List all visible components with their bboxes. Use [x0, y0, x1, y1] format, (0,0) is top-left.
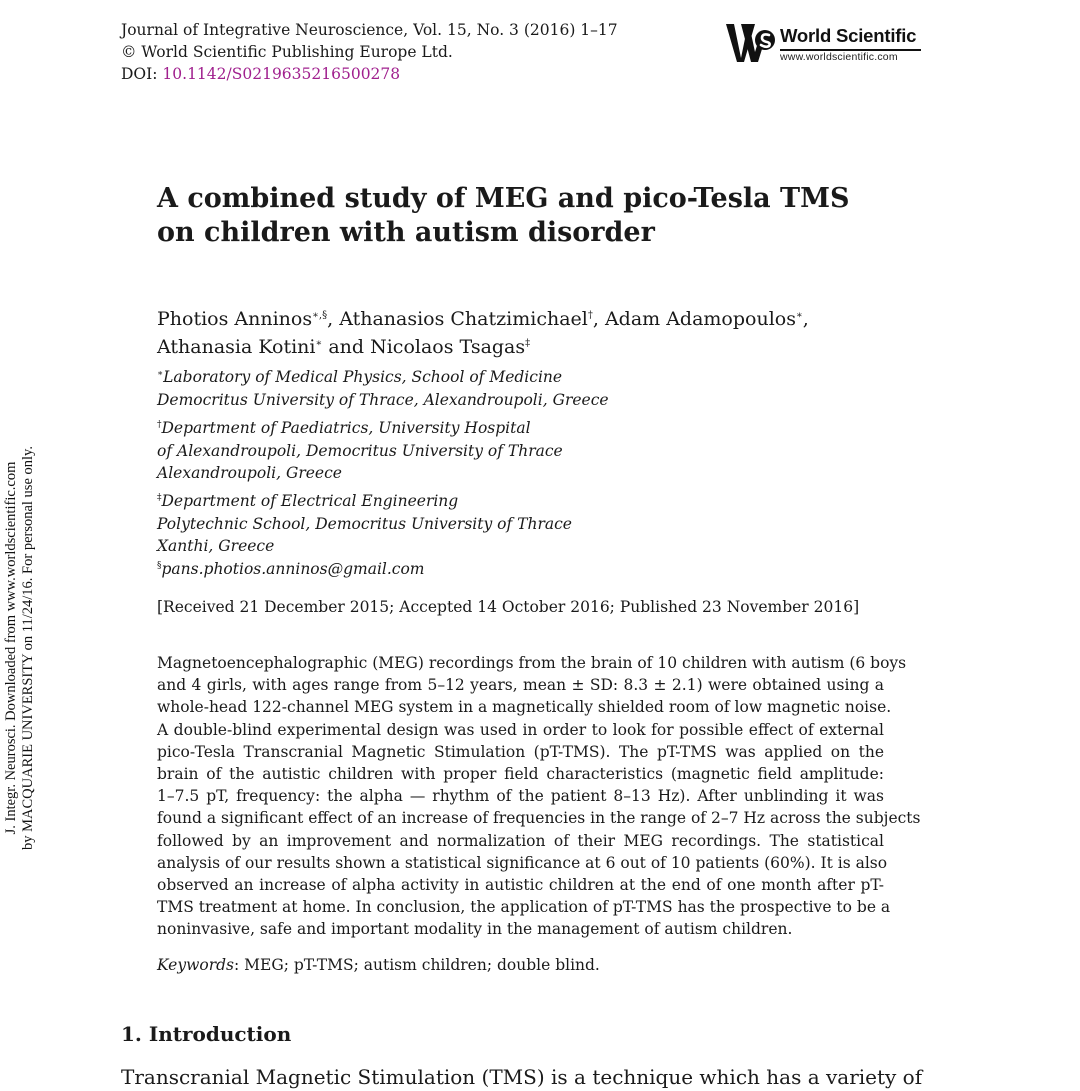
abstract-line: noninvasive, safe and important modality in the management of autism children. [157, 920, 793, 939]
affiliation-line: Democritus University of Thrace, Alexandroupoli, Greece [157, 390, 609, 409]
author-separator: , [592, 308, 605, 330]
email-link[interactable]: pans.photios.anninos@gmail.com [161, 560, 425, 578]
abstract-line: pico-Tesla Transcranial Magnetic Stimulation (pT-TMS). The pT-TMS was applied on the [157, 742, 884, 761]
author-mark: ∗ [315, 338, 323, 349]
affiliation-line: Polytechnic School, Democritus University of Thrace [157, 514, 572, 533]
abstract-line: TMS treatment at home. In conclusion, the application of pT-TMS has the prospective to be a [157, 898, 891, 917]
abstract [157, 652, 921, 941]
section-heading-introduction: 1. Introduction [121, 1022, 292, 1046]
author-separator: , [802, 308, 809, 330]
abstract-line: followed by an improvement and normalization of their MEG recordings. The statistical [157, 831, 884, 850]
abstract-line: 1–7.5 pT, frequency: the alpha — rhythm of the patient 8–13 Hz). After unblinding it was [157, 787, 884, 806]
author-mark: ∗,§ [312, 310, 328, 321]
affiliation-mark: ∗ [157, 369, 164, 379]
author-name: Adam Adamopoulos [604, 308, 796, 330]
author-name: Photios Anninos [157, 308, 313, 330]
doi-label: DOI: [121, 65, 163, 83]
abstract-line: brain of the autistic children with proper field characteristics (magnetic field amplitude: [157, 765, 884, 784]
affiliation-mark: † [157, 420, 162, 430]
abstract-line: found a significant effect of an increase of frequencies in the range of 2–7 Hz across the subjects [157, 809, 921, 828]
abstract-line: A double-blind experimental design was used in order to look for possible effect of external [157, 720, 884, 739]
affiliation-line: Department of Electrical Engineering [161, 492, 459, 510]
keywords [157, 956, 600, 974]
abstract-line: observed an increase of alpha activity in autistic children at the end of one month after pT- [157, 876, 884, 895]
doi-line [121, 63, 618, 85]
publication-dates: [Received 21 December 2015; Accepted 14 October 2016; Published 23 November 2016] [157, 598, 860, 616]
author-mark: ∗ [795, 310, 803, 321]
author-mark: † [587, 310, 593, 321]
author-separator: and [322, 336, 371, 358]
publisher-name: World Scientific [780, 25, 917, 46]
author-line-1 [157, 305, 809, 333]
author-name: Athanasia Kotini [157, 336, 316, 358]
affiliation-electrical-engineering [157, 490, 572, 558]
keywords-label: Keywords [157, 956, 234, 974]
abstract-line: analysis of our results shown a statistical significance at 6 out of 10 patients (60%). It is also [157, 853, 888, 872]
download-notice-line-1: J. Integr. Neurosci. Downloaded from www.worldscientific.com [3, 461, 19, 835]
affiliation-medical-physics [157, 366, 609, 411]
author-mark: ‡ [525, 338, 531, 349]
author-list [157, 305, 809, 361]
author-separator: , [327, 308, 340, 330]
journal-citation: Journal of Integrative Neuroscience, Vol. 15, No. 3 (2016) 1–17 [121, 21, 618, 39]
world-scientific-logo-icon [724, 22, 776, 64]
affiliation-paediatrics [157, 417, 563, 485]
affiliation-line: Alexandroupoli, Greece [157, 464, 342, 482]
author-line-2 [157, 333, 809, 361]
publisher-logo [724, 20, 924, 66]
affiliation-line: Xanthi, Greece [157, 537, 275, 555]
affiliation-mark: § [157, 561, 162, 571]
corresponding-email [157, 558, 425, 581]
affiliation-line: of Alexandroupoli, Democritus University of Thrace [157, 441, 563, 460]
doi-link[interactable]: 10.1142/S0219635216500278 [162, 65, 401, 83]
download-notice-line-2: by MACQUARIE UNIVERSITY on 11/24/16. For personal use only. [20, 446, 36, 850]
affiliation-mark: ‡ [157, 493, 162, 503]
affiliation-line: Laboratory of Medical Physics, School of Medicine [163, 368, 563, 386]
keywords-list: : MEG; pT-TMS; autism children; double blind. [233, 956, 600, 974]
download-notice [0, 0, 40, 1080]
paper-title [157, 182, 917, 250]
introduction-first-line: Transcranial Magnetic Stimulation (TMS) is a technique which has a variety of [121, 1065, 923, 1089]
publisher-url[interactable]: www.worldscientific.com [780, 51, 898, 63]
abstract-line: Magnetoencephalographic (MEG) recordings from the brain of 10 children with autism (6 boys [157, 654, 907, 672]
author-name: Athanasios Chatzimichael [339, 308, 588, 330]
paper-title-line-1: A combined study of MEG and pico-Tesla TMS [157, 183, 850, 214]
paper-title-line-2: on children with autism disorder [157, 217, 655, 248]
abstract-line: whole-head 122-channel MEG system in a magnetically shielded room of low magnetic noise. [157, 698, 892, 717]
author-name: Nicolaos Tsagas [370, 336, 526, 358]
abstract-line: and 4 girls, with ages range from 5–12 years, mean ± SD: 8.3 ± 2.1) were obtained using a [157, 676, 884, 695]
journal-header [121, 19, 618, 85]
affiliation-line: Department of Paediatrics, University Hospital [161, 419, 531, 437]
copyright-line: © World Scientific Publishing Europe Ltd. [121, 43, 453, 61]
